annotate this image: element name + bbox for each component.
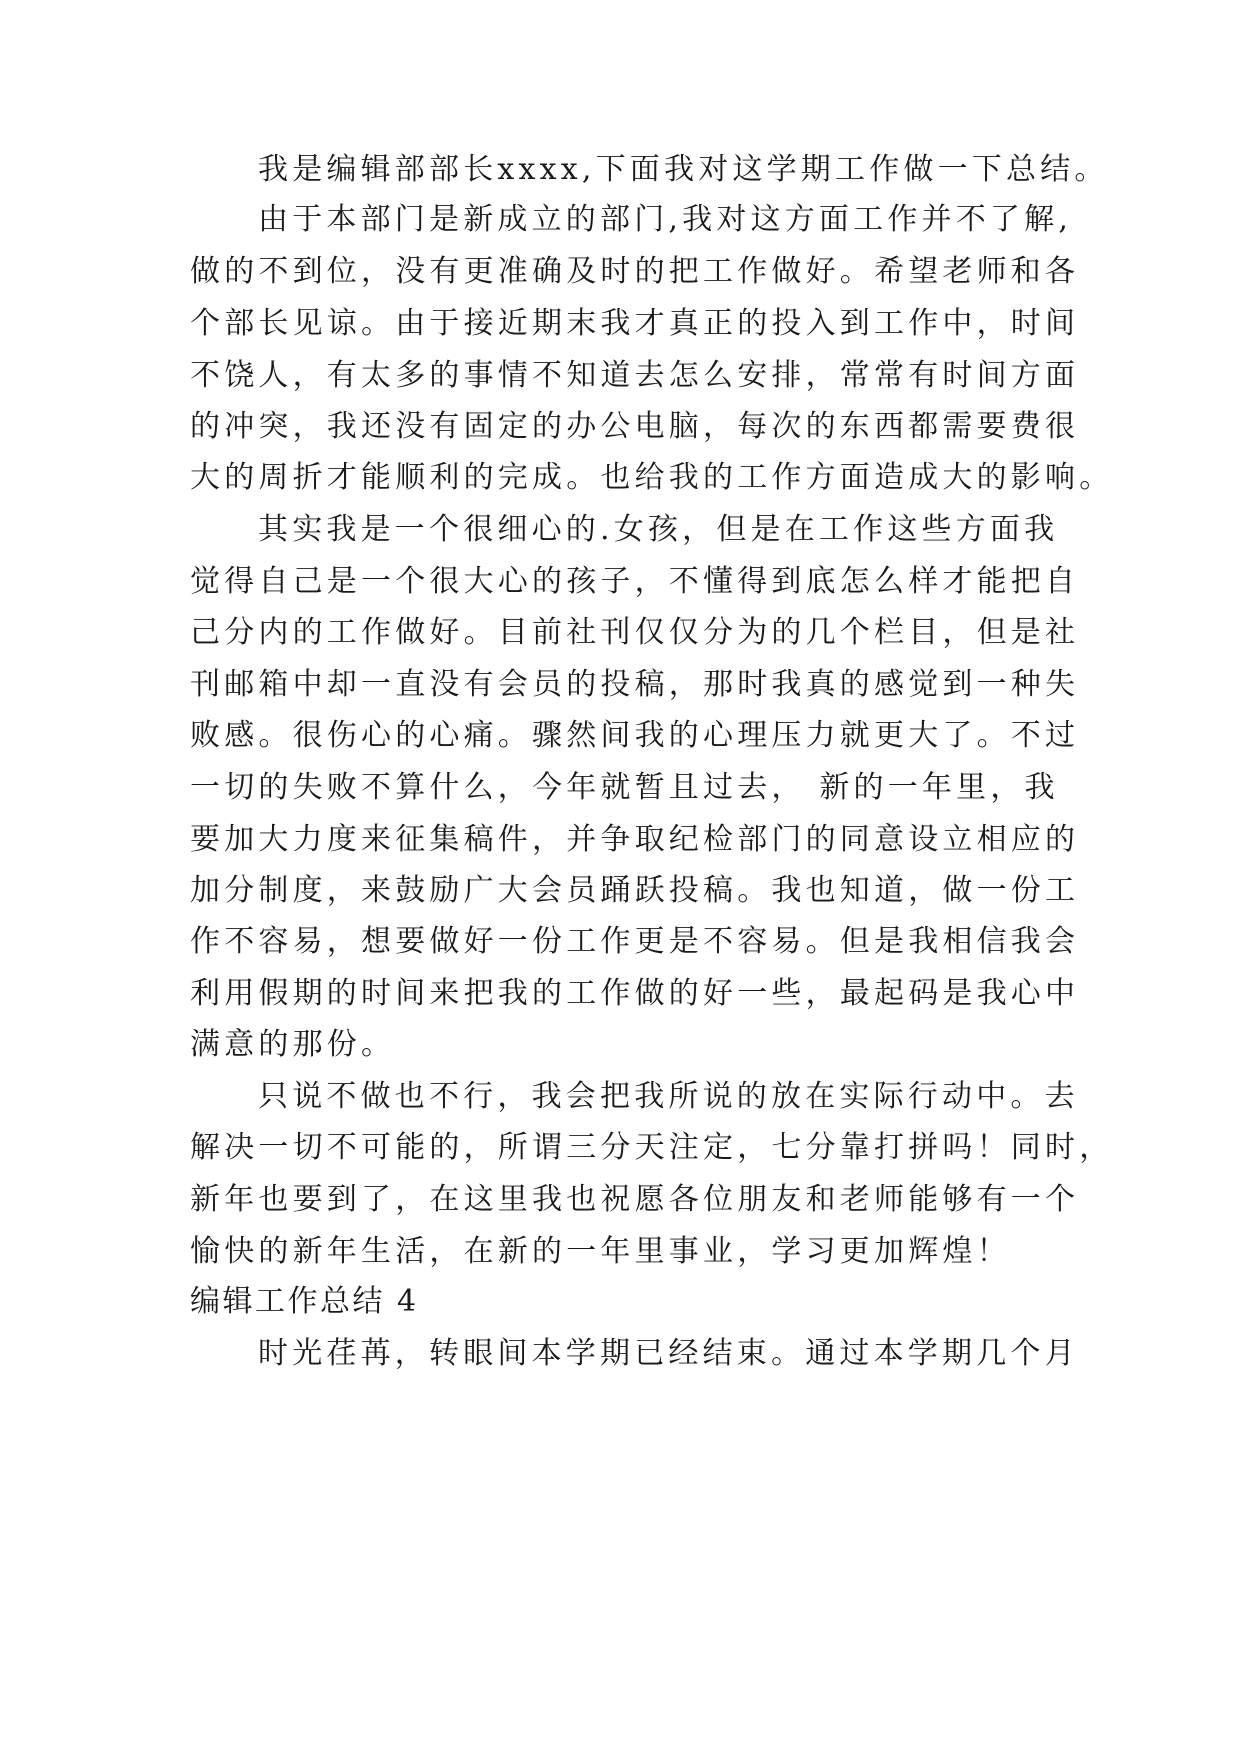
paragraph-1-line-1: 我是编辑部部长xxxx,下面我对这学期工作做一下总结。 [258,152,1109,187]
paragraph-2-line-5: 的冲突，我还没有固定的办公电脑，每次的东西都需要费很 [190,409,1080,444]
paragraph-4-line-2: 解决一切不可能的，所谓三分天注定，七分靠打拼吗！同时， [190,1130,1114,1165]
paragraph-3-line-8: 加分制度，来鼓励广大会员踊跃投稿。我也知道，做一份工 [190,873,1080,908]
paragraph-3-line-4: 刊邮箱中却一直没有会员的投稿，那时我真的感觉到一种失 [190,667,1080,702]
paragraph-4-line-1: 只说不做也不行，我会把我所说的放在实际行动中。去 [258,1079,1079,1114]
section-heading: 编辑工作总结 4 [190,1284,419,1319]
paragraph-5-line-1: 时光荏苒，转眼间本学期已经结束。通过本学期几个月 [258,1336,1079,1371]
paragraph-3-line-6: 一切的失败不算什么，今年就暂且过去， 新的一年里，我 [190,770,1059,805]
paragraph-3-line-2: 觉得自己是一个很大心的孩子，不懂得到底怎么样才能把自 [190,564,1080,599]
paragraph-3-line-10: 利用假期的时间来把我的工作做的好一些，最起码是我心中 [190,976,1080,1011]
paragraph-4-line-3: 新年也要到了，在这里我也祝愿各位朋友和老师能够有一个 [190,1182,1080,1217]
paragraph-3-line-9: 作不容易，想要做好一份工作更是不容易。但是我相信我会 [190,924,1080,959]
paragraph-3-line-1: 其实我是一个很细心的.女孩，但是在工作这些方面我 [258,512,1059,547]
paragraph-2-line-1: 由于本部门是新成立的部门,我对这方面工作并不了解, [258,202,1073,237]
paragraph-3-line-5: 败感。很伤心的心痛。骤然间我的心理压力就更大了。不过 [190,718,1080,753]
paragraph-2-line-6: 大的周折才能顺利的完成。也给我的工作方面造成大的影响。 [190,460,1114,495]
paragraph-2-line-3: 个部长见谅。由于接近期末我才真正的投入到工作中，时间 [190,306,1080,341]
paragraph-3-line-11: 满意的那份。 [190,1027,396,1062]
paragraph-4-line-4: 愉快的新年生活，在新的一年里事业，学习更加辉煌！ [190,1234,1011,1269]
paragraph-3-line-7: 要加大力度来征集稿件，并争取纪检部门的同意设立相应的 [190,822,1080,857]
paragraph-2-line-4: 不饶人，有太多的事情不知道去怎么安排，常常有时间方面 [190,358,1080,393]
paragraph-3-line-3: 己分内的工作做好。目前社刊仅仅分为的几个栏目，但是社 [190,615,1080,650]
paragraph-2-line-2: 做的不到位，没有更准确及时的把工作做好。希望老师和各 [190,254,1080,289]
